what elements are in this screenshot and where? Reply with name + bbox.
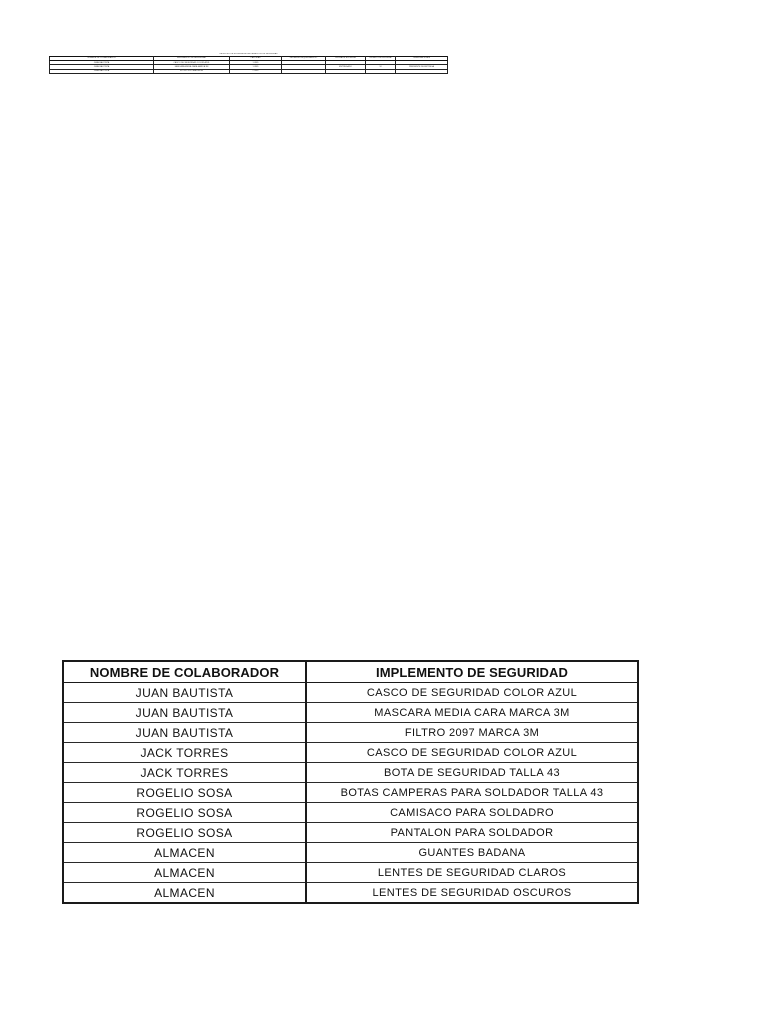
table-row (63, 743, 638, 763)
collaborator-name-cell: JUAN BAUTISTA (63, 683, 306, 703)
mini-header-cell: FECHA DE ENTREGA (326, 57, 366, 61)
mini-cell: 1 UND (230, 61, 282, 65)
mini-header-cell: CANTIDAD (230, 57, 282, 61)
safety-equipment-table (62, 660, 639, 904)
table-row (63, 863, 638, 883)
safety-item-cell: BOTA DE SEGURIDAD TALLA 43 (306, 763, 638, 783)
mini-cell: JUAN BAUTISTA (50, 65, 154, 69)
safety-item-cell: FILTRO 2097 MARCA 3M (306, 723, 638, 743)
safety-item-cell: BOTAS CAMPERAS PARA SOLDADOR TALLA 43 (306, 783, 638, 803)
mini-header-cell: OBSERVACIONES (396, 57, 448, 61)
table-row (63, 883, 638, 904)
table-row (63, 763, 638, 783)
safety-item-cell: PANTALON PARA SOLDADOR (306, 823, 638, 843)
collaborator-name-cell: ALMACEN (63, 863, 306, 883)
table-row (63, 823, 638, 843)
header-collaborator-name: NOMBRE DE COLABORADOR (63, 661, 306, 683)
collaborator-name-cell: JUAN BAUTISTA (63, 723, 306, 743)
mini-header-cell: NOMBRE DE COLABORADOR (50, 57, 154, 61)
mini-cell: SI (366, 65, 396, 69)
collaborator-name-cell: JUAN BAUTISTA (63, 703, 306, 723)
mini-cell: 1 UND (230, 65, 282, 69)
table-header-row (63, 661, 638, 683)
table-row (63, 703, 638, 723)
mini-cell: 2 UND (230, 69, 282, 73)
mini-cell: PENDIENTE DE ENTREGA (396, 65, 448, 69)
mini-table-row (50, 69, 448, 73)
mini-cell: FILTRO 2097 MARCA 3M (154, 69, 230, 73)
mini-table-title: REGISTRO DE ENTREGA DE IMPLEMENTOS DE SEGURIDAD (219, 53, 278, 56)
safety-item-cell: GUANTES BADANA (306, 843, 638, 863)
safety-item-cell: LENTES DE SEGURIDAD OSCUROS (306, 883, 638, 904)
mini-cell: JUAN BAUTISTA (50, 69, 154, 73)
collaborator-name-cell: JACK TORRES (63, 743, 306, 763)
collaborator-name-cell: ROGELIO SOSA (63, 783, 306, 803)
mini-cell (326, 69, 366, 73)
safety-item-cell: CAMISACO PARA SOLDADRO (306, 803, 638, 823)
mini-cell (366, 69, 396, 73)
mini-header-cell: ESTADO DE ENTREGA (366, 57, 396, 61)
mini-header-cell: FECHA DE REQUERIMIENTO (282, 57, 326, 61)
mini-cell (282, 69, 326, 73)
collaborator-name-cell: ALMACEN (63, 843, 306, 863)
safety-item-cell: LENTES DE SEGURIDAD CLAROS (306, 863, 638, 883)
header-safety-item: IMPLEMENTO DE SEGURIDAD (306, 661, 638, 683)
collaborator-name-cell: ALMACEN (63, 883, 306, 904)
mini-cell: ENTREGADO (326, 65, 366, 69)
collaborator-name-cell: ROGELIO SOSA (63, 803, 306, 823)
mini-delivery-table (49, 53, 448, 74)
table-row (63, 783, 638, 803)
mini-cell: MASCARA MEDIA CARA MARCA 3M (154, 65, 230, 69)
collaborator-name-cell: ROGELIO SOSA (63, 823, 306, 843)
mini-header-cell: IMPLEMENTO DE SEGURIDAD (154, 57, 230, 61)
safety-item-cell: CASCO DE SEGURIDAD COLOR AZUL (306, 743, 638, 763)
safety-item-cell: MASCARA MEDIA CARA MARCA 3M (306, 703, 638, 723)
safety-item-cell: CASCO DE SEGURIDAD COLOR AZUL (306, 683, 638, 703)
table-row (63, 683, 638, 703)
mini-cell: CASCO DE SEGURIDAD COLOR AZUL (154, 61, 230, 65)
mini-cell (396, 69, 448, 73)
table-row (63, 843, 638, 863)
mini-cell: JUAN BAUTISTA (50, 61, 154, 65)
table-row (63, 723, 638, 743)
table-row (63, 803, 638, 823)
collaborator-name-cell: JACK TORRES (63, 763, 306, 783)
